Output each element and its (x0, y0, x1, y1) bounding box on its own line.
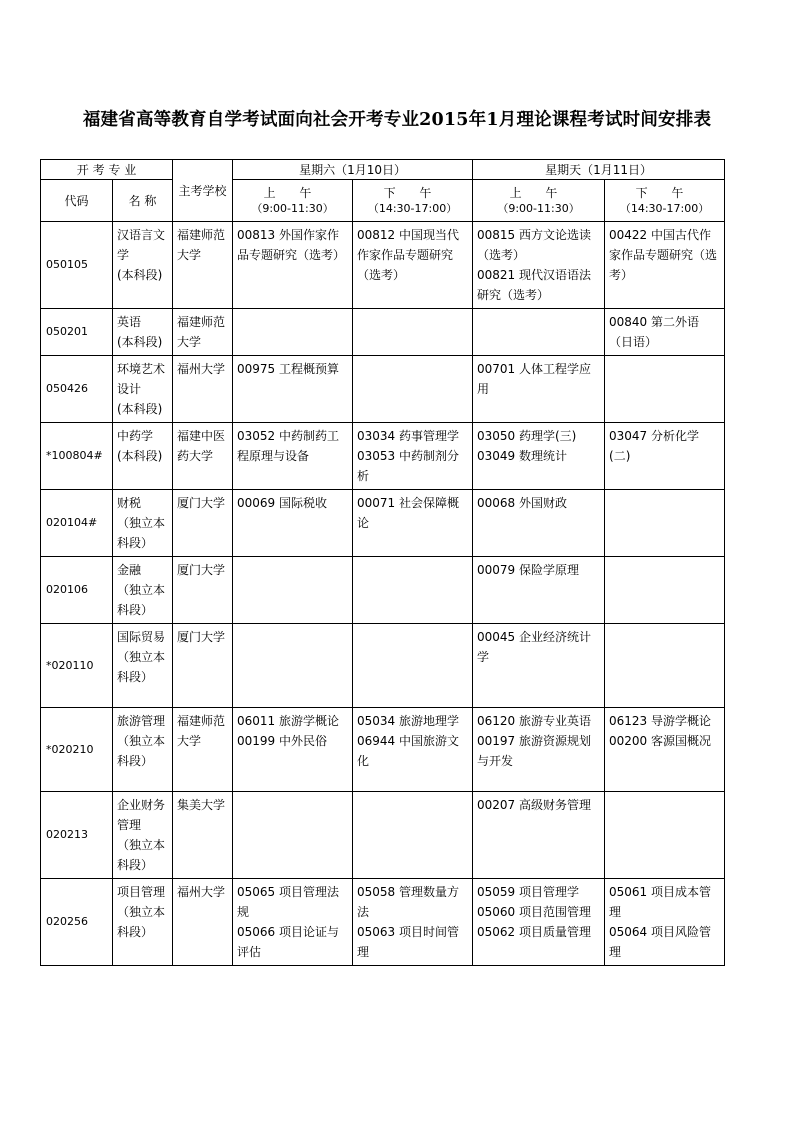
course-entry: 00071 社会保障概论 (357, 496, 460, 530)
saturday-morning-cell (233, 879, 353, 966)
course-entry: 03047 分析化学(二) (609, 429, 700, 463)
afternoon-time: （14:30-17:00） (619, 201, 710, 215)
exam-schedule-table (40, 159, 725, 966)
sunday-morning-cell (473, 490, 605, 557)
school-cell: 厦门大学 (173, 557, 233, 624)
course-entry: 05034 旅游地理学 (357, 714, 460, 728)
major-code-cell: 020256 (41, 879, 113, 966)
course-entry: 00812 中国现当代作家作品专题研究（选考） (357, 228, 460, 282)
course-entry: 06011 旅游学概论 (237, 714, 340, 728)
course-entry: 03052 中药制药工程原理与设备 (237, 429, 340, 463)
saturday-header: 星期六（1月10日） (233, 160, 473, 180)
major-code-cell: *020110 (41, 624, 113, 708)
course-entry: 05059 项目管理学 (477, 885, 580, 899)
school-cell: 福州大学 (173, 356, 233, 423)
major-code-cell: 050426 (41, 356, 113, 423)
school-cell: 福建师范大学 (173, 222, 233, 309)
sunday-morning-cell (473, 423, 605, 490)
major-code-cell: 020106 (41, 557, 113, 624)
major-level: (本科段) (117, 449, 163, 463)
major-name: 旅游管理 (117, 714, 166, 728)
major-code-cell: 020104# (41, 490, 113, 557)
saturday-afternoon-cell (353, 557, 473, 624)
saturday-morning-cell (233, 624, 353, 708)
course-entry: 05061 项目成本管理 (609, 885, 712, 919)
course-entry: 06944 中国旅游文化 (357, 734, 460, 768)
course-entry: 00197 旅游资源规划与开发 (477, 734, 592, 768)
sunday-afternoon-cell (605, 792, 725, 879)
table-row (41, 792, 725, 879)
document-title: 福建省高等教育自学考试面向社会开考专业2015年1月理论课程考试时间安排表 (82, 110, 712, 130)
major-name: 汉语言文学 (117, 228, 166, 262)
saturday-morning-cell (233, 557, 353, 624)
sunday-morning-cell (473, 356, 605, 423)
code-header: 代码 (41, 180, 113, 222)
course-entry: 00069 国际税收 (237, 496, 328, 510)
saturday-afternoon-cell (353, 708, 473, 792)
course-entry: 00199 中外民俗 (237, 734, 328, 748)
table-row (41, 624, 725, 708)
major-name: 项目管理 (117, 885, 166, 899)
saturday-morning-header (233, 180, 353, 222)
major-name-cell (113, 490, 173, 557)
course-entry: 03034 药事管理学 (357, 429, 460, 443)
saturday-morning-cell (233, 792, 353, 879)
course-entry: 03049 数理统计 (477, 449, 568, 463)
major-level: (本科段) (117, 402, 163, 416)
school-header: 主考学校 (173, 160, 233, 222)
saturday-afternoon-cell (353, 222, 473, 309)
saturday-afternoon-cell (353, 423, 473, 490)
course-entry: 00068 外国财政 (477, 496, 568, 510)
major-name: 英语 (117, 315, 142, 329)
sunday-afternoon-cell (605, 879, 725, 966)
saturday-morning-cell (233, 356, 353, 423)
major-level: (本科段) (117, 268, 163, 282)
saturday-morning-cell (233, 490, 353, 557)
morning-time: （9:00-11:30） (497, 201, 580, 215)
major-code-cell: *100804# (41, 423, 113, 490)
table-row (41, 309, 725, 356)
table-row (41, 879, 725, 966)
major-name-cell (113, 557, 173, 624)
saturday-morning-cell (233, 708, 353, 792)
afternoon-label: 下 午 (383, 185, 442, 200)
major-code-cell: 020213 (41, 792, 113, 879)
major-name-cell (113, 423, 173, 490)
table-row (41, 708, 725, 792)
afternoon-label: 下 午 (635, 185, 694, 200)
course-entry: 00045 企业经济统计学 (477, 630, 592, 664)
sunday-afternoon-cell (605, 557, 725, 624)
major-name-cell (113, 356, 173, 423)
name-header: 名 称 (113, 180, 173, 222)
course-entry: 00975 工程概预算 (237, 362, 340, 376)
saturday-afternoon-cell (353, 356, 473, 423)
table-row (41, 222, 725, 309)
sunday-afternoon-cell (605, 708, 725, 792)
table-row (41, 356, 725, 423)
course-entry: 00840 第二外语（日语） (609, 315, 700, 349)
major-code-cell: 050201 (41, 309, 113, 356)
major-name: 企业财务管理 (117, 798, 166, 832)
course-entry: 00207 高级财务管理 (477, 798, 592, 812)
school-cell: 厦门大学 (173, 624, 233, 708)
major-name-cell (113, 708, 173, 792)
major-code-cell: 050105 (41, 222, 113, 309)
course-entry: 00821 现代汉语语法研究（选考） (477, 268, 592, 302)
saturday-afternoon-header (353, 180, 473, 222)
sunday-morning-cell (473, 792, 605, 879)
sunday-morning-cell (473, 222, 605, 309)
table-row (41, 490, 725, 557)
course-entry: 00079 保险学原理 (477, 563, 580, 577)
sunday-morning-cell (473, 708, 605, 792)
morning-time: （9:00-11:30） (251, 201, 334, 215)
course-entry: 00813 外国作家作品专题研究（选考） (237, 228, 346, 262)
saturday-morning-cell (233, 222, 353, 309)
major-level: (本科段) (117, 335, 163, 349)
saturday-afternoon-cell (353, 879, 473, 966)
major-name-cell (113, 222, 173, 309)
sunday-morning-header (473, 180, 605, 222)
sunday-afternoon-cell (605, 309, 725, 356)
school-cell: 福建中医药大学 (173, 423, 233, 490)
sunday-afternoon-cell (605, 222, 725, 309)
major-level: （独立本科段） (117, 734, 166, 768)
saturday-morning-cell (233, 423, 353, 490)
course-entry: 06123 导游学概论 (609, 714, 712, 728)
school-cell: 福建师范大学 (173, 708, 233, 792)
course-entry: 03053 中药制剂分析 (357, 449, 460, 483)
saturday-afternoon-cell (353, 309, 473, 356)
saturday-morning-cell (233, 309, 353, 356)
sunday-morning-cell (473, 624, 605, 708)
table-row (41, 423, 725, 490)
schedule-body (41, 222, 725, 966)
major-name-cell (113, 879, 173, 966)
major-name: 金融 (117, 563, 142, 577)
major-level: （独立本科段） (117, 838, 166, 872)
major-name-cell (113, 309, 173, 356)
major-group-header: 开 考 专 业 (41, 160, 173, 180)
course-entry: 05062 项目质量管理 (477, 925, 592, 939)
course-entry: 00815 西方文论选读（选考） (477, 228, 592, 262)
sunday-afternoon-header (605, 180, 725, 222)
course-entry: 03050 药理学(三) (477, 429, 577, 443)
course-entry: 05066 项目论证与评估 (237, 925, 340, 959)
course-entry: 05058 管理数量方法 (357, 885, 460, 919)
sunday-header: 星期天（1月11日） (473, 160, 725, 180)
major-name: 环境艺术设计 (117, 362, 166, 396)
major-code-cell: *020210 (41, 708, 113, 792)
saturday-afternoon-cell (353, 490, 473, 557)
sunday-afternoon-cell (605, 490, 725, 557)
school-cell: 厦门大学 (173, 490, 233, 557)
course-entry: 00701 人体工程学应用 (477, 362, 592, 396)
sunday-morning-cell (473, 879, 605, 966)
course-entry: 05064 项目风险管理 (609, 925, 712, 959)
major-level: （独立本科段） (117, 650, 166, 684)
course-entry: 00200 客源国概况 (609, 734, 712, 748)
course-entry: 00422 中国古代作家作品专题研究（选考） (609, 228, 718, 282)
sunday-morning-cell (473, 309, 605, 356)
saturday-afternoon-cell (353, 792, 473, 879)
major-name: 国际贸易 (117, 630, 166, 644)
saturday-afternoon-cell (353, 624, 473, 708)
major-name: 中药学 (117, 429, 154, 443)
morning-label: 上 午 (263, 185, 322, 200)
school-cell: 集美大学 (173, 792, 233, 879)
sunday-afternoon-cell (605, 423, 725, 490)
major-level: （独立本科段） (117, 516, 166, 550)
major-name: 财税 (117, 496, 142, 510)
major-name-cell (113, 792, 173, 879)
course-entry: 05060 项目范围管理 (477, 905, 592, 919)
school-cell: 福建师范大学 (173, 309, 233, 356)
course-entry: 05063 项目时间管理 (357, 925, 460, 959)
sunday-afternoon-cell (605, 624, 725, 708)
morning-label: 上 午 (509, 185, 568, 200)
afternoon-time: （14:30-17:00） (367, 201, 458, 215)
course-entry: 05065 项目管理法规 (237, 885, 340, 919)
school-cell: 福州大学 (173, 879, 233, 966)
major-level: （独立本科段） (117, 905, 166, 939)
major-name-cell (113, 624, 173, 708)
course-entry: 06120 旅游专业英语 (477, 714, 592, 728)
sunday-afternoon-cell (605, 356, 725, 423)
sunday-morning-cell (473, 557, 605, 624)
major-level: （独立本科段） (117, 583, 166, 617)
table-row (41, 557, 725, 624)
